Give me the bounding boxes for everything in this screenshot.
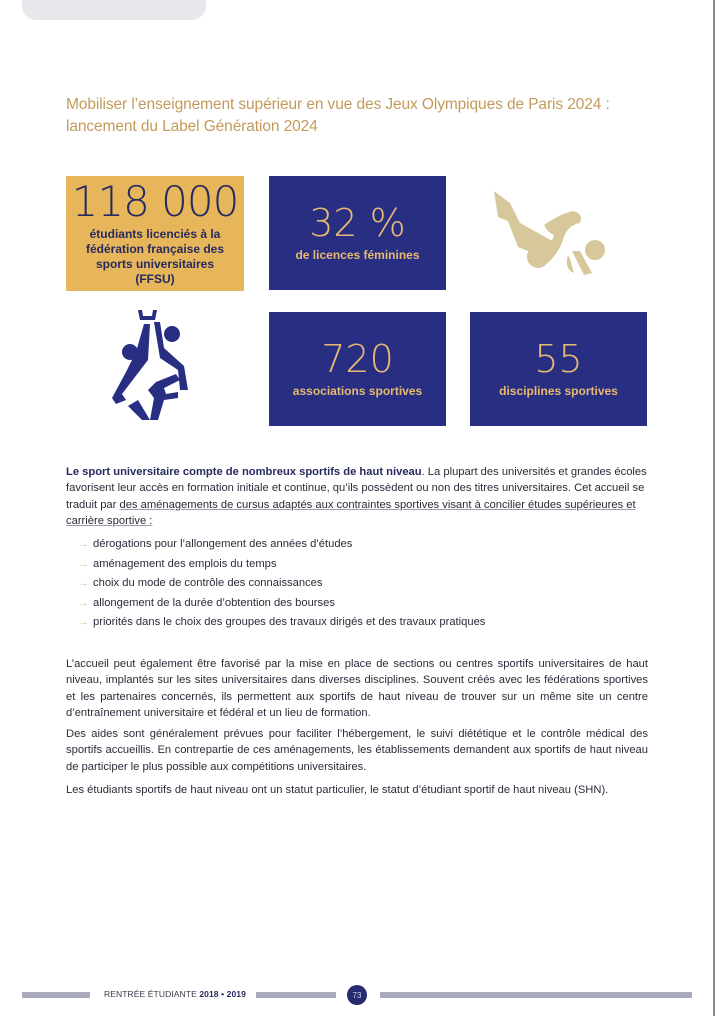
intro-paragraph [66,464,648,529]
paragraph-shn-status: Les étudiants sportifs de haut niveau ont un statut particulier, le statut d’étudiant sportif de haut niveau (SHN). [66,784,609,796]
stat-value: 32 % [309,200,406,245]
stat-label: de licences féminines [295,247,420,262]
title-line-1: Mobiliser l’enseignement supérieur en vue des Jeux Olympiques de Paris 2024 : [66,96,610,113]
arrow-icon: → [78,616,89,629]
stat-box-associations [269,312,446,426]
stat-value: 720 [321,336,394,381]
judo-pictogram-icon [488,185,608,285]
stat-box-female-licenses [269,176,446,290]
paragraph-aid: Des aides sont généralement prévues pour faciliter l’hébergement, le suivi diététique et le contrôle médical des sportifs accueillis. En contrepartie de ces aménagements, les établissements demandent aux sportifs de haut niveau de participer le plus possible aux compétitions universitaires. [66,728,648,773]
list-item: → allongement de la durée d’obtention des bourses [78,594,485,614]
basketball-pictogram-icon [108,308,206,420]
page-edge [713,0,715,1016]
footer-label: RENTRÉE ÉTUDIANTE 2018 • 2019 [104,989,246,999]
list-item: → priorités dans le choix des groupes des travaux dirigés et des travaux pratiques [78,613,485,633]
list-item: → dérogations pour l’allongement des années d’études [78,535,485,555]
intro-bold: Le sport universitaire compte de nombreux sportifs de haut niveau [66,466,422,478]
stat-value: 118 000 [71,176,239,226]
section-title [66,94,666,138]
paragraph-sections: L’accueil peut également être favorisé par la mise en place de sections ou centres sportifs universitaires de haut niveau, implantés sur les sites universitaires dans diverses disciplines. Souvent créés avec les fédérations sportives et les partenaires concernés, ils permettent aux sportifs de haut niveau de trouver sur un même site un centre d’entraînement universitaire et fédéral et un lieu de formation. [66,658,648,719]
page-number: 73 [347,985,367,1005]
top-tab-decoration [22,0,206,20]
accommodations-list [78,535,485,633]
arrow-icon: → [78,538,89,550]
stat-value: 55 [534,336,583,381]
list-item: → aménagement des emplois du temps [78,555,485,575]
arrow-icon: → [78,577,89,590]
arrow-icon: → [78,596,89,609]
footer-bar-middle [256,992,336,998]
stat-box-disciplines [470,312,647,426]
stat-box-licensed-students [66,176,244,291]
list-item: → choix du mode de contrôle des connaissances [78,574,485,594]
stat-label: associations sportives [292,383,423,398]
intro-text: . La plupart des universités et grandes écoles favorisent leur accès en formation initiale et continue, qu’ils possèdent ou non des titres universitaires. Cet accueil se traduit par [66,466,647,511]
arrow-icon: → [78,557,89,570]
intro-underlined: des aménagements de cursus adaptés aux contraintes sportives visant à concilier études supérieures et carrière sportive : [66,498,636,527]
stat-label: disciplines sportives [499,383,618,398]
stat-label: étudiants licenciés à la fédération française des sports universitaires (FFSU) [85,226,225,286]
footer-bar-left [22,992,90,998]
title-line-2: lancement du Label Génération 2024 [66,118,318,135]
footer-bar-right [380,992,692,998]
